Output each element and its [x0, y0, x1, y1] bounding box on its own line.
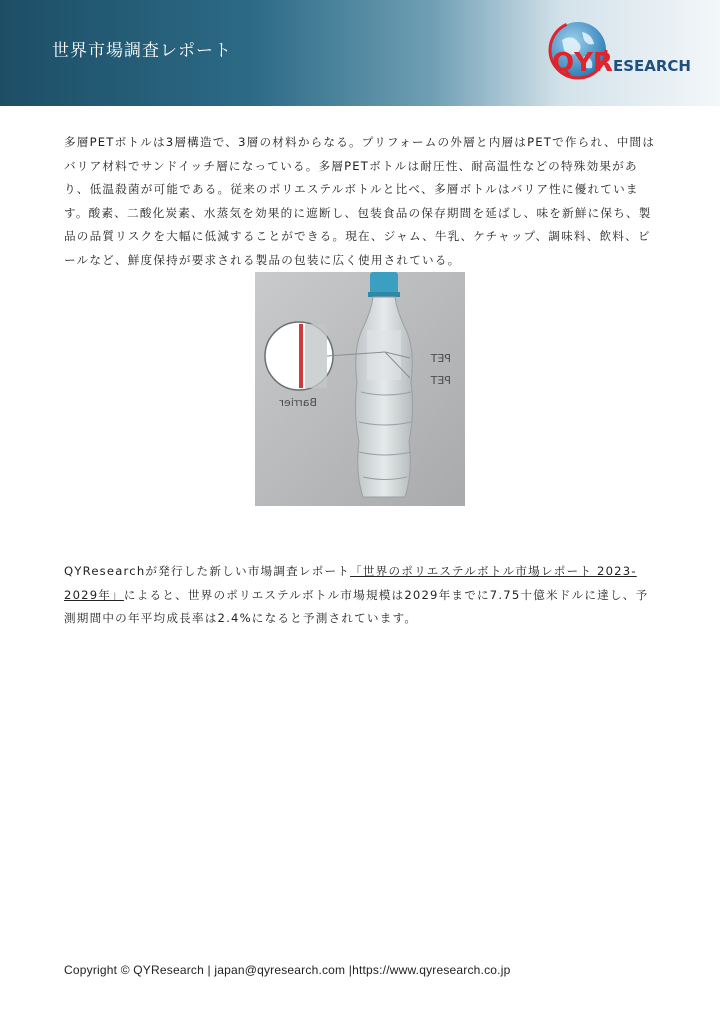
summary-paragraph [64, 560, 656, 631]
summary-rest: によると、世界のポリエステルボトル市場規模は2029年までに7.75十億米ドルに達し、予測期間中の年平均成長率は2.4%になると予測されています。 [64, 587, 649, 625]
multilayer-bottle-image [255, 272, 465, 506]
intro-paragraph: 多層PETボトルは3層構造で、3層の材料からなる。プリフォームの外層と内層はPETで作られ、中間はバリア材料でサンドイッチ層になっている。多層PETボトルは耐圧性、耐高温性などの特殊効果があり、低温殺菌が可能である。従来のポリエステルボトルと比べ、多層ボトルはバリア性に優れています。酸素、二酸化炭素、水蒸気を効果的に遮断し、包装食品の保存期間を延ばし、味を新鮮に保ち、製品の品質リスクを大幅に低減することができる。現在、ジャム、牛乳、ケチャップ、調味料、飲料、ビールなど、鮮度保持が要求される製品の包装に広く使用されている。 [64, 135, 656, 267]
report-link[interactable]: 「世界のポリエステルボトル市場レポート 2023-2029年」 [64, 564, 637, 602]
label-pet-top: PET [430, 352, 451, 365]
label-barrier: Barrier [279, 396, 317, 409]
summary-intro: QYResearchが発行した新しい市場調査レポート [64, 564, 351, 578]
bottle-cap [370, 272, 398, 294]
logo-wordmark: QYRESEARCH [552, 48, 691, 78]
footer-copyright: Copyright © QYResearch | japan@qyresearch.com |https://www.qyresearch.co.jp [64, 963, 511, 977]
page-title: 世界市場調査レポート [52, 41, 232, 61]
bottle-body [355, 297, 412, 497]
label-pet-bottom: PET [430, 374, 451, 387]
